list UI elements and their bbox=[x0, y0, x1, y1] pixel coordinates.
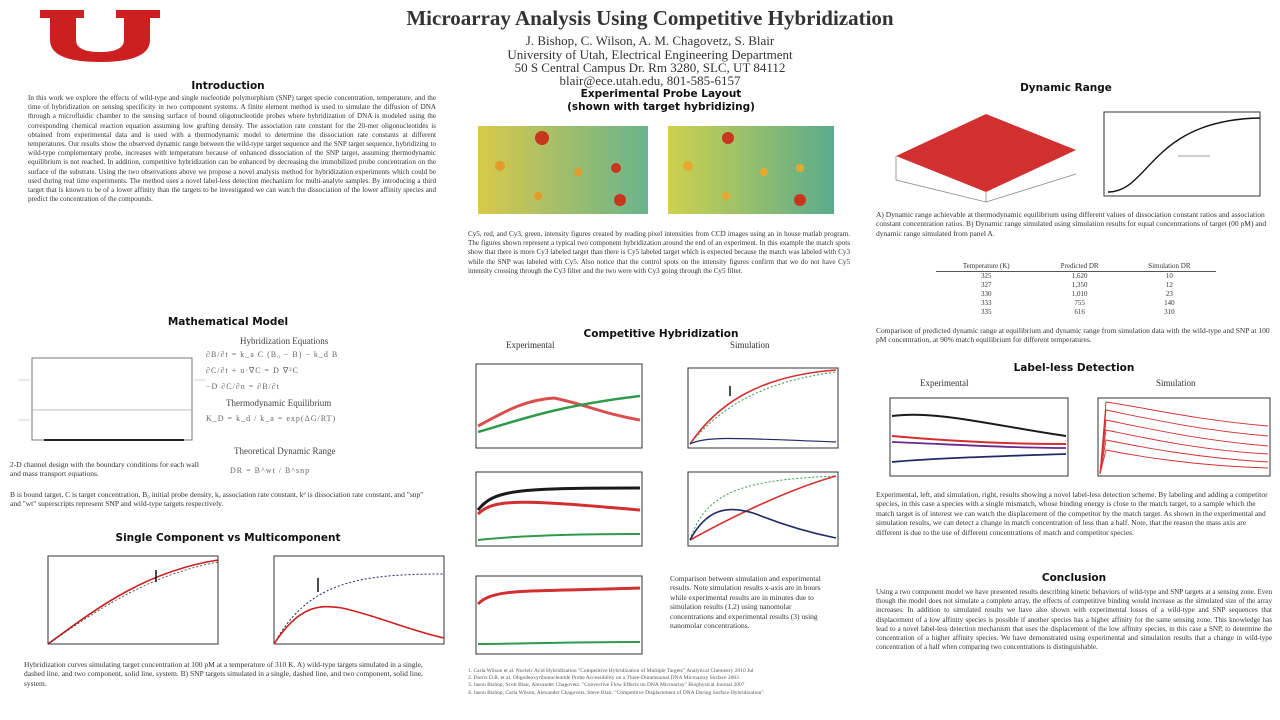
labelless-col-experimental: Experimental bbox=[920, 378, 969, 388]
competitive-exp-plot-2 bbox=[474, 470, 646, 550]
address: 50 S Central Campus Dr. Rm 3280, SLC, UT 84112 bbox=[514, 60, 786, 75]
competitive-col-experimental: Experimental bbox=[506, 340, 555, 350]
single-caption: Hybridization curves simulating target concentration at 100 pM at a temperature of 310 K. A) wild-type targets simulated in a single, dashed line, and two component, solid line, system. B) SNP targets simulated in a single, dashed line, and two component, solid line, system. bbox=[24, 660, 423, 688]
math-caption-2: B is bound target, C is target concentration, B₀ initial probe density, kₐ association rate constant, kᵈ is dissociation rate constant, and "snp" and "wt" superscripts represent SNP and wild-type targets respectively. bbox=[10, 490, 424, 509]
labelless-caption: Experimental, left, and simulation, right, results showing a novel label-less detection scheme. By labeling and adding a competitor species, in this case a species with a single mismatch, whose binding energy is close to the match target, to a sample which the match target is of interest we can watch the displacement of the competitor by the match target. As shown in the experimental and simulation results, we can detect a change in match concentration of less than a half. Note, that the reason the mass axis are different is due to the use of different concentrations of match and competitor species. bbox=[876, 490, 1268, 537]
table-caption: Comparison of predicted dynamic range at equilibrium and dynamic range from simulation data with the wild-type and SNP at 100 pM concentration, at 90% match equilibrium for different temperatures. bbox=[876, 326, 1270, 345]
single-heading: Single Component vs Multicomponent bbox=[115, 532, 341, 544]
dynamic-range-curve bbox=[1100, 110, 1264, 202]
table-row: 333 755 140 bbox=[980, 299, 1175, 307]
poster-title: Microarray Analysis Using Competitive Hybridization bbox=[406, 6, 894, 30]
reference-item: 1. Carla Wilson et al. Nucleic Acid Hybridization "Competitive Hybridization of Multiple Targets" Analytical Chemistry 2010 Jul bbox=[468, 668, 754, 674]
hyb-equation-1: ∂B/∂t = k_a C (B₀ − B) − k_d B bbox=[206, 350, 339, 359]
thermo-label: Thermodynamic Equilibrium bbox=[226, 398, 332, 408]
competitive-exp-plot-1 bbox=[474, 362, 646, 452]
hyb-equation-3: −D ∂C/∂n = ∂B/∂t bbox=[206, 382, 280, 391]
single-plot-a bbox=[32, 552, 222, 652]
probe-heading-1: Experimental Probe Layout bbox=[580, 88, 742, 100]
labelless-exp-plot bbox=[876, 396, 1072, 480]
channel-diagram bbox=[14, 350, 210, 450]
affiliation: University of Utah, Electrical Engineering Department bbox=[507, 47, 793, 62]
contact: blair@ece.utah.edu, 801-585-6157 bbox=[559, 73, 741, 88]
table-row: 330 1,010 23 bbox=[980, 290, 1173, 298]
table-row: 335 616 310 bbox=[980, 308, 1175, 316]
conclusion-text: Using a two component model we have presented results describing kinetic behaviors of wild-type and SNP targets at a sensing zone. Even though the model does not simulate a complete array, the effects of competitive binding would increase as the simulated size of the array increases. In addition to simulated results we have also shown with experimental losses of a wild-type and SNP sequences that displacement of a low affinity species is possible if another species has a higher affinity for the same sensing zone. This knowledge has lead to a novel label-less detection mechanism that uses the displacement of the low affinity species, in this case a SNP, to determine the concentration of a higher affinity species. We have demonstrated using experimental and simulation results that a change in wild-type concentration of a half when comparing two concentrations is distinguishable. bbox=[876, 588, 1272, 652]
labelless-col-simulation: Simulation bbox=[1156, 378, 1196, 388]
reference-item: 4. Jason Bishop, Carla Wilson, Alexander Chagovetz, Steve Blair. "Competitive Displacement of DNA During Surface Hybridization" bbox=[468, 689, 764, 696]
probe-caption: Cy5, red, and Cy3, green, intensity figures created by reading pixel intensities from CCD images using an in house matlab program. The figures shown represent a typical two component hybridization around the end of an experiment. In this example the match spots show that there is more Cy3 labeled target than there is Cy5 labeled target which is expected because the match was labeled with Cy3 while the SNP was labeled with Cy5. Also notice that the control spots on the intensity figures confirm that we do not have Cy5 intensity crossing through the Cy3 filter and the two were with Cy3 going through the Cy5 filter. bbox=[468, 230, 850, 275]
labelless-heading: Label-less Detection bbox=[1013, 362, 1135, 374]
dynamic-range-heading: Dynamic Range bbox=[1020, 82, 1112, 94]
thermo-equation: K_D = k_d / k_a = exp(ΔG/RT) bbox=[206, 414, 337, 423]
references bbox=[468, 668, 840, 716]
competitive-heading: Competitive Hybridization bbox=[583, 328, 739, 340]
reference-item: 3. Jason Bishop, Scott Blair, Alexander Chagovetz. "Convective Flow Effects on DNA Microarray" Biophysical Journal 2007 bbox=[468, 682, 745, 689]
intro-heading: Introduction bbox=[191, 80, 265, 92]
intro-text: In this work we explore the effects of wild-type and single nucleotide polymorphism (SNP) target specie concentration, temperature, and the time of hybridization on sensing specificity in two component systems. A finite element method is used to simulate the diffusion of DNA through a microfluidic chamber to the sensing surface of bound oligonucleotide probes where hybridization of DNA is modeled using the corresponding chemical reaction equation assuming low grafting density. The association rate constant for the 20-mer oligonucleotides is obtained from experimental data and is used with a thermodynamic model to determine the dissociation rate constants at different temperatures. Our results show the observed dynamic range between the wild-type target sequence and the SNP target sequence, hybridizing to wild-type complementary probe, increases with temperature because of enhanced dissociation of the SNP target, assuming thermodynamic equilibrium is not reached. In addition, competitive hybridization can be enhanced by decreasing the immobilized probe concentration on the surface of the substrate. Using the two observations above we propose a novel analysis method for hybridization experiments which could be used during real time experiments. The method uses a novel label-less detection mechanism for multi-analyte samples. By introducing a third target that is known to be of a lower affinity than the targets to be investigated we can watch the dissociation of the lower affinity species and predict the concentration of the compounds. bbox=[28, 94, 436, 204]
range-equation: DR = B^wt / B^snp bbox=[230, 466, 311, 475]
competitive-col-simulation: Simulation bbox=[730, 340, 770, 350]
range-label: Theoretical Dynamic Range bbox=[234, 446, 336, 456]
university-logo bbox=[36, 8, 164, 64]
table-row: 325 1,620 10 bbox=[980, 272, 1173, 280]
probe-intensity-cy3 bbox=[478, 126, 648, 214]
competitive-caption: Comparison between simulation and experimental results. Note simulation results x-axis are in hours while experimental results are in minutes due to simulation results (1,2) using nanomolar concentrations and experimental results (3) using nanomolar concentrations. bbox=[670, 574, 821, 631]
competitive-sim-plot-1 bbox=[686, 366, 842, 452]
dynamic-range-surface bbox=[876, 100, 1086, 204]
table-header: Temperature (K) bbox=[936, 262, 1036, 272]
labelless-sim-plot bbox=[1096, 396, 1274, 480]
probe-heading-2: (shown with target hybridizing) bbox=[567, 101, 755, 113]
math-caption-1: 2-D channel design with the boundary conditions for each wall and mass transport equations. bbox=[10, 460, 199, 479]
dynamic-range-table bbox=[936, 262, 1216, 317]
reference-item: 2. Dorris D.R. et al. Oligodeoxyribonucleotide Probe Accessibility on a Three-Dimensional DNA Microarray Surface 2003 bbox=[468, 675, 739, 682]
conclusion-heading: Conclusion bbox=[1041, 572, 1107, 584]
authors: J. Bishop, C. Wilson, A. M. Chagovetz, S. Blair bbox=[525, 33, 775, 48]
probe-intensity-cy5 bbox=[668, 126, 834, 214]
competitive-sim-plot-2 bbox=[686, 470, 842, 550]
single-plot-b bbox=[258, 552, 448, 652]
hyb-equation-2: ∂C/∂t + u·∇C = D ∇²C bbox=[206, 366, 299, 375]
competitive-exp-plot-3 bbox=[474, 574, 646, 658]
dynamic-range-caption: A) Dynamic range achievable at thermodynamic equilibrium using different values of dissociation constant ratios and association constant concentration ratios. B) Dynamic range simulated using simulation results for equal concentrations of target (00 pM) and dynamic range simulated from panel A. bbox=[876, 210, 1267, 238]
table-header: Simulation DR bbox=[1123, 262, 1216, 272]
math-heading: Mathematical Model bbox=[167, 316, 289, 328]
hyb-label: Hybridization Equations bbox=[240, 336, 329, 346]
table-row: 327 1,350 12 bbox=[980, 281, 1173, 289]
table-header: Predicted DR bbox=[1036, 262, 1122, 272]
